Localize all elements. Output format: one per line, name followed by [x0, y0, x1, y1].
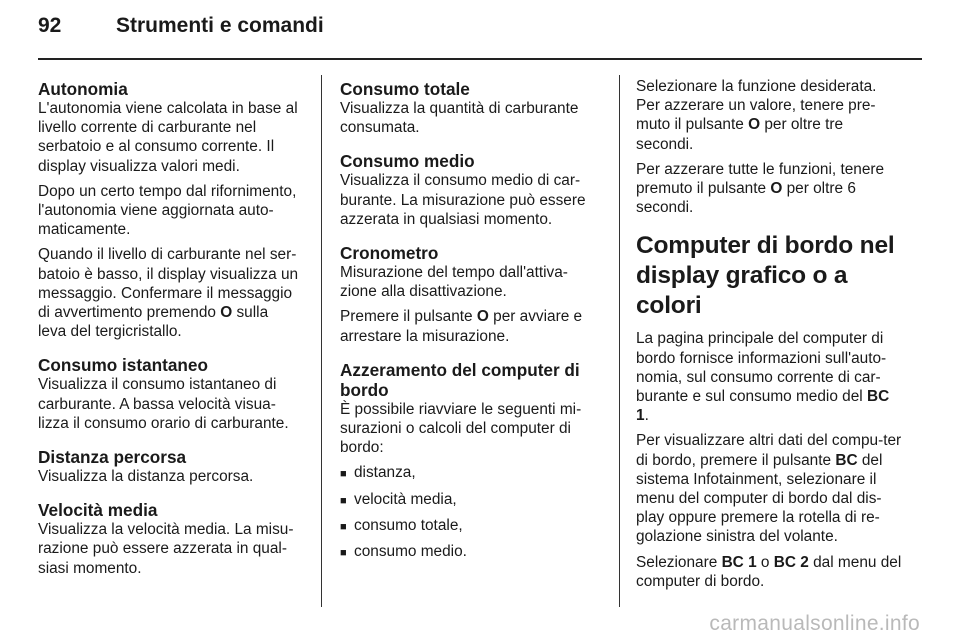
heading-computer-di-bordo: Computer di bordo nel display grafico o a colori [636, 232, 895, 320]
list-item: ■ velocità media, [340, 490, 602, 511]
column-1 [38, 79, 300, 592]
list-item: ■ distanza, [340, 463, 602, 484]
section-consumo-medio [340, 151, 602, 229]
column-2 [340, 79, 602, 577]
section-distanza-percorsa [38, 447, 300, 486]
bullet-icon: ■ [340, 468, 347, 481]
header-rule [38, 58, 922, 60]
heading-distanza-percorsa: Distanza percorsa [38, 447, 187, 468]
reset-list [340, 463, 602, 563]
paragraph: Visualizza la velocità media. La misu-razione può essere azzerata in qual-siasi momento. [38, 521, 294, 577]
paragraph: Dopo un certo tempo dal rifornimento, l'autonomia viene aggiornata auto-maticamente. [38, 182, 297, 239]
button-ref: O [748, 116, 761, 134]
paragraph: Selezionare la funzione desiderata. Per azzerare un valore, tenere pre-muto il pulsante O per oltre tre secondi. [636, 78, 877, 153]
heading-consumo-medio: Consumo medio [340, 151, 475, 172]
list-item: ■ consumo medio. [340, 542, 602, 563]
watermark: carmanualsonline.info [709, 612, 920, 635]
paragraph: Misurazione del tempo dall'attiva-zione alla disattivazione. [340, 264, 568, 301]
column-divider [321, 75, 322, 607]
heading-azzeramento: Azzeramento del computer di bordo [340, 359, 580, 400]
paragraph: Visualizza la quantità di carburante consumata. [340, 100, 579, 137]
heading-consumo-istantaneo: Consumo istantaneo [38, 355, 208, 376]
bullet-icon: ■ [340, 547, 347, 560]
button-ref: BC 2 [773, 553, 809, 571]
section-velocita-media [38, 500, 300, 578]
paragraph: Visualizza la distanza percorsa. [38, 468, 254, 486]
paragraph: Visualizza il consumo medio di car-burante. La misurazione può essere azzerata in qualsiasi momento. [340, 172, 586, 228]
heading-consumo-totale: Consumo totale [340, 79, 470, 99]
button-ref: BC 1 [636, 388, 890, 425]
paragraph: Premere il pulsante O per avviare e arrestare la misurazione. [340, 308, 583, 345]
paragraph: L'autonomia viene calcolata in base al livello corrente di carburante nel serbatoio e al consumo corrente. Il display visualizza valori medi. [38, 100, 298, 175]
section-cronometro [340, 243, 602, 346]
paragraph: Quando il livello di carburante nel ser-batoio è basso, il display visualizza un messaggio. Confermare il messaggio di avvertimento premendo O sulla leva del tergicristallo. [38, 246, 299, 341]
page-header [38, 14, 324, 48]
paragraph: È possibile riavviare le seguenti mi-surazioni o calcoli del computer di bordo: [340, 400, 582, 457]
button-ref: O [220, 304, 233, 322]
paragraph: Selezionare BC 1 o BC 2 dal menu del computer di bordo. [636, 553, 902, 590]
section-title: Strumenti e comandi [116, 14, 324, 37]
paragraph: La pagina principale del computer di bordo fornisce informazioni sull'auto-nomia, sul consumo corrente di car-burante e sul consumo medio del BC 1. [636, 330, 890, 425]
button-ref: O [476, 308, 489, 326]
paragraph: Visualizza il consumo istantaneo di carburante. A bassa velocità visua-lizza il consumo orario di carburante. [38, 376, 289, 432]
section-consumo-istantaneo [38, 355, 300, 433]
button-ref: BC 1 [721, 553, 757, 571]
paragraph: Per visualizzare altri dati del compu-ter di bordo, premere il pulsante BC del sistema Infotainment, selezionare il menu del computer di bordo dal dis-play oppure premere la rotella di re-golazione sinistra del volante. [636, 432, 902, 546]
bullet-icon: ■ [340, 494, 347, 507]
column-3 [636, 77, 904, 597]
heading-cronometro: Cronometro [340, 243, 439, 264]
heading-velocita-media: Velocità media [38, 500, 158, 521]
heading-autonomia: Autonomia [38, 79, 128, 99]
section-autonomia [38, 79, 300, 341]
bullet-icon: ■ [340, 520, 347, 533]
section-azzeramento [340, 360, 602, 563]
column-divider [619, 75, 620, 607]
button-ref: BC [835, 451, 858, 469]
list-item: ■ consumo totale, [340, 516, 602, 537]
page-number: 92 [38, 14, 62, 37]
button-ref: O [770, 180, 783, 198]
paragraph: Per azzerare tutte le funzioni, tenere premuto il pulsante O per oltre 6 secondi. [636, 160, 885, 217]
section-consumo-totale [340, 79, 602, 137]
